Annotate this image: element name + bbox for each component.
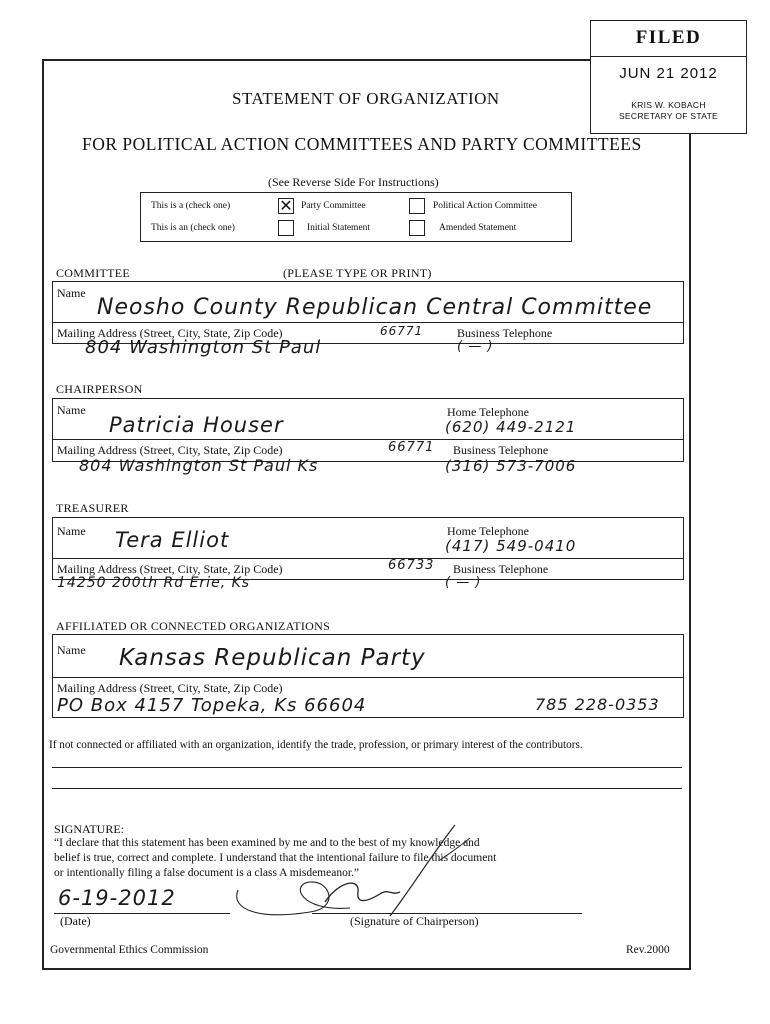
committee-divider	[53, 322, 683, 323]
chairperson-name-value[interactable]: Patricia Houser	[109, 413, 284, 437]
treasurer-address-label: Mailing Address (Street, City, State, Zip Code)	[57, 562, 283, 576]
treasurer-box	[52, 517, 684, 591]
treasurer-home-phone-value[interactable]: (417) 549-0410	[445, 537, 577, 555]
amended-statement-label: Amended Statement	[439, 223, 517, 233]
committee-business-phone-label: Business Telephone	[457, 326, 553, 340]
signature-label: (Signature of Chairperson)	[350, 914, 479, 928]
treasurer-address-value[interactable]: 14250 200th Rd Erie, Ks	[57, 575, 251, 591]
form-title: STATEMENT OF ORGANIZATION	[232, 89, 500, 108]
instructions-note: (See Reverse Side For Instructions)	[268, 175, 439, 189]
amended-statement-checkbox[interactable]	[409, 220, 425, 236]
chairperson-home-phone-label: Home Telephone	[447, 405, 529, 419]
type-row2-label: This is an (check one)	[151, 223, 235, 233]
chairperson-zip-value[interactable]: 66771	[388, 440, 435, 455]
pac-checkbox[interactable]	[409, 198, 425, 214]
affiliated-divider	[53, 677, 683, 678]
affiliated-name-label: Name	[57, 643, 86, 657]
treasurer-heading: TREASURER	[56, 501, 129, 515]
treasurer-name-value[interactable]: Tera Elliot	[115, 528, 230, 552]
affiliated-phone-value[interactable]: 785 228-0353	[535, 695, 660, 714]
chairperson-heading: CHAIRPERSON	[56, 382, 143, 396]
committee-address-label: Mailing Address (Street, City, State, Zip Code)	[57, 326, 283, 340]
chairperson-box	[52, 398, 684, 475]
committee-business-phone-value[interactable]: ( — )	[457, 339, 494, 354]
stamp-official-name: KRIS W. KOBACH	[631, 100, 706, 110]
chairperson-home-phone-value[interactable]: (620) 449-2121	[445, 418, 577, 436]
initial-statement-checkbox[interactable]	[278, 220, 294, 236]
form-subtitle: FOR POLITICAL ACTION COMMITTEES AND PARTY COMMITTEES	[82, 134, 642, 154]
print-note: (PLEASE TYPE OR PRINT)	[283, 266, 432, 280]
pac-label: Political Action Committee	[433, 201, 537, 211]
treasurer-name-label: Name	[57, 524, 86, 538]
stamp-date: JUN 21 2012	[619, 65, 718, 82]
treasurer-zip-value[interactable]: 66733	[388, 558, 435, 573]
committee-address-value[interactable]: 804 Washington St Paul	[85, 337, 322, 358]
chairperson-business-phone-label: Business Telephone	[453, 443, 549, 457]
chairperson-business-phone-value[interactable]: (316) 573-7006	[445, 457, 577, 475]
chairperson-name-label: Name	[57, 403, 86, 417]
party-committee-checkbox[interactable]: ✕	[279, 196, 293, 215]
type-selection-box	[140, 192, 572, 242]
chairperson-address-value[interactable]: 804 Washington St Paul Ks	[79, 456, 319, 475]
affiliated-box	[52, 634, 684, 718]
committee-name-value[interactable]: Neosho County Republican Central Committee	[97, 295, 653, 320]
party-committee-label: Party Committee	[301, 201, 366, 211]
contributor-interest-line-2[interactable]	[52, 788, 682, 789]
treasurer-business-phone-label: Business Telephone	[453, 562, 549, 576]
filed-stamp	[590, 20, 747, 134]
treasurer-business-phone-value[interactable]: ( — )	[445, 575, 482, 590]
signature-heading: SIGNATURE:	[54, 822, 125, 836]
declaration-line-2: belief is true, correct and complete. I understand that the intentional failure to file this document	[54, 852, 497, 864]
committee-zip-value[interactable]: 66771	[380, 324, 424, 338]
footer-revision: Rev.2000	[626, 944, 670, 956]
chairperson-divider	[53, 439, 683, 440]
declaration-line-3: or intentionally filing a false document is a class A misdemeanor.”	[54, 867, 359, 879]
committee-name-label: Name	[57, 286, 86, 300]
affiliated-address-label: Mailing Address (Street, City, State, Zip Code)	[57, 681, 283, 695]
stamp-filed-label: FILED	[635, 27, 702, 48]
treasurer-home-phone-label: Home Telephone	[447, 524, 529, 538]
initial-statement-label: Initial Statement	[307, 223, 371, 233]
affiliated-heading: AFFILIATED OR CONNECTED ORGANIZATIONS	[56, 619, 331, 633]
date-value[interactable]: 6-19-2012	[58, 886, 176, 910]
type-row1-label: This is a (check one)	[151, 201, 231, 211]
chairperson-signature[interactable]	[230, 820, 490, 920]
affiliated-name-value[interactable]: Kansas Republican Party	[119, 645, 426, 671]
chairperson-address-label: Mailing Address (Street, City, State, Zip Code)	[57, 443, 283, 457]
not-connected-note: If not connected or affiliated with an organization, identify the trade, profession, or primary interest of the contributors.	[49, 739, 583, 751]
stamp-official-title: SECRETARY OF STATE	[618, 111, 719, 121]
committee-heading: COMMITTEE	[56, 266, 131, 280]
stamp-divider	[591, 56, 746, 57]
treasurer-divider	[53, 558, 683, 559]
date-label: (Date)	[60, 914, 91, 928]
affiliated-address-value[interactable]: PO Box 4157 Topeka, Ks 66604	[57, 695, 367, 716]
footer-commission: Governmental Ethics Commission	[50, 944, 209, 956]
committee-box	[52, 281, 684, 358]
declaration-line-1: “I declare that this statement has been examined by me and to the best of my knowledge and	[54, 837, 480, 849]
contributor-interest-line-1[interactable]	[52, 767, 682, 768]
